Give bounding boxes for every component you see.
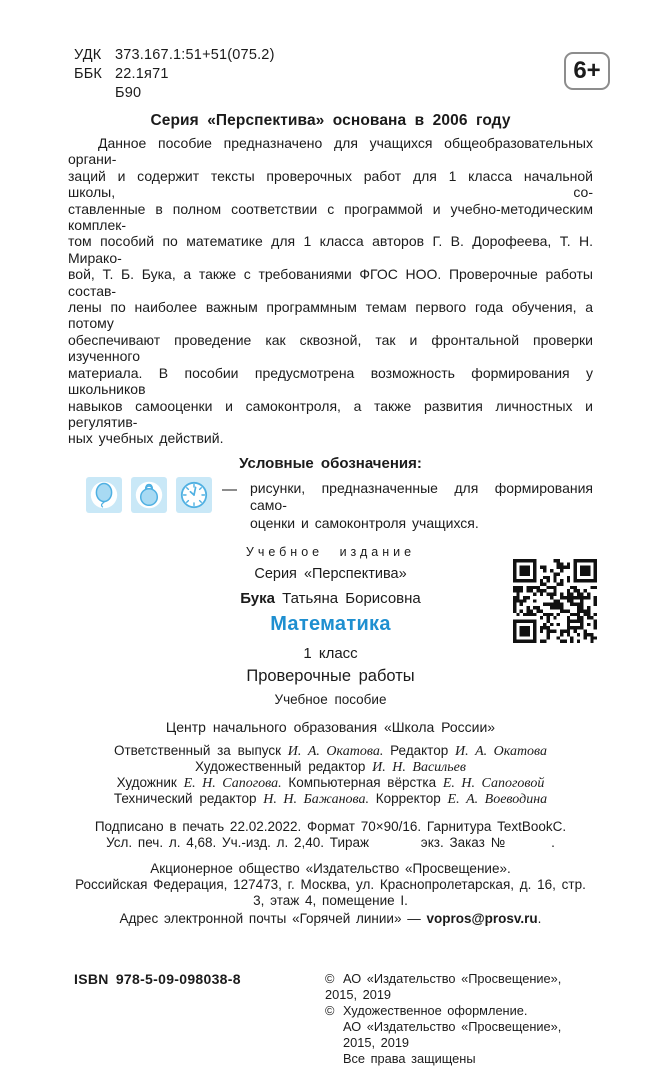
credits-line: Ответственный за выпуск И. А. Окатова. Редактор И. А. Окатова	[113, 743, 548, 760]
isbn: ISBN 978-5-09-098038-8	[74, 971, 241, 988]
annotation-line: материала. В пособии предусмотрена возможность формирования у школьников	[68, 364, 593, 398]
annotation-line: том пособий по математике для 1 класса авторов Г. В. Дорофеева, Т. Н. Мирако-	[68, 233, 593, 266]
bbk-value: 22.1я71	[115, 66, 169, 82]
age-rating-badge: 6+	[564, 52, 610, 90]
publisher-block	[68, 861, 593, 927]
annotation-line: обеспечивают проведение как сквозной, так и фронтальной проверки изученного	[68, 331, 593, 365]
credits-block	[68, 744, 593, 807]
edition-block	[68, 545, 593, 735]
legend-icons	[86, 477, 212, 513]
publisher-address-line: Российская Федерация, 127473, г. Москва, ул. Краснопролетарская, д. 16, стр. 3, этаж 4, помещение I.	[75, 877, 586, 909]
annotation-line: ных учебных действий.	[68, 430, 224, 447]
edition-imprint: Учебное издание	[245, 545, 416, 560]
print-info-block	[68, 819, 593, 850]
credits-line: Технический редактор Н. Н. Бажанова. Корректор Е. А. Воеводина	[113, 790, 548, 807]
annotation-line: лены по наиболее важным программным темам первого года обучения, а потому	[68, 299, 593, 332]
annotation-line: ставленные в полном соответствии с программой и учебно-методическим комплек-	[68, 200, 593, 234]
udk-value: 373.167.1:51+51(075.2)	[115, 47, 275, 63]
credits-line: Художественный редактор И. Н. Васильев	[195, 759, 466, 776]
grade-line: 1 класс	[303, 645, 358, 663]
footer-row	[68, 971, 593, 1067]
book-subtitle: Проверочные работы	[246, 667, 415, 686]
copyright-block	[325, 971, 593, 1067]
clock-icon	[176, 477, 212, 513]
legend-caption	[250, 480, 593, 533]
copyright-line: Все права защищены	[343, 1051, 476, 1067]
series-founded-heading: Серия «Перспектива» основана в 2006 году	[150, 112, 511, 129]
publisher-email-line: Адрес электронной почты «Горячей линии» — vopros@prosv.ru.	[119, 911, 542, 927]
book-title: Математика	[270, 613, 391, 636]
annotation-paragraph	[68, 135, 593, 447]
qr-code	[513, 559, 597, 643]
legend-caption-line: рисунки, предназначенные для формирования само-	[250, 479, 593, 514]
bibliographic-codes	[74, 46, 593, 103]
copyright-line: © АО «Издательство «Просвещение», 2015, 2019	[325, 971, 562, 1003]
legend-dash: —	[222, 480, 237, 498]
author-surname: Бука	[240, 590, 275, 608]
copyright-icon: ©	[325, 1003, 335, 1019]
balloon-icon	[86, 477, 122, 513]
bbk-label: ББК	[74, 66, 103, 82]
tag-icon	[131, 477, 167, 513]
legend-row	[68, 477, 593, 533]
email-address: vopros@prosv.ru	[426, 911, 538, 927]
copyright-icon: ©	[325, 971, 335, 987]
annotation-line: заций и содержит тексты проверочных работ для 1 класса начальной школы, со-	[68, 167, 593, 201]
bbk-row	[74, 65, 593, 84]
education-center-line: Центр начального образования «Школа России»	[165, 719, 496, 736]
annotation-line: навыков самооценки и самоконтроля, а также развития личностных и регулятив-	[68, 397, 593, 430]
print-info-line: Подписано в печать 22.02.2022. Формат 70×90/16. Гарнитура TextBookC.	[94, 819, 567, 835]
edition-type: Учебное пособие	[274, 692, 387, 708]
publisher-name-line: Акционерное общество «Издательство «Просвещение».	[150, 861, 511, 877]
annotation-line: вой, Т. Б. Бука, а также с требованиями ФГОС НОО. Проверочные работы состав-	[68, 266, 593, 299]
legend-caption-line: оценки и самоконтроля учащихся.	[250, 514, 479, 531]
udk-row	[74, 46, 593, 65]
credits-line: Художник Е. Н. Сапогова. Компьютерная вёрстка Е. Н. Сапоговой	[116, 774, 545, 791]
author-given-names: Татьяна Борисовна	[274, 590, 421, 608]
legend-heading: Условные обозначения:	[239, 454, 422, 472]
print-info-line: Усл. печ. л. 4,68. Уч.-изд. л. 2,40. Тираж экз. Заказ № .	[106, 834, 555, 850]
copyright-line: © Художественное оформление.	[325, 1003, 528, 1019]
edition-series: Серия «Перспектива»	[254, 566, 407, 583]
annotation-line: Данное пособие предназначено для учащихся общеобразовательных органи-	[68, 135, 593, 168]
udk-label: УДК	[74, 47, 102, 63]
author-sign-code: Б90	[115, 85, 142, 101]
copyright-line: АО «Издательство «Просвещение», 2015, 2019	[343, 1019, 562, 1051]
